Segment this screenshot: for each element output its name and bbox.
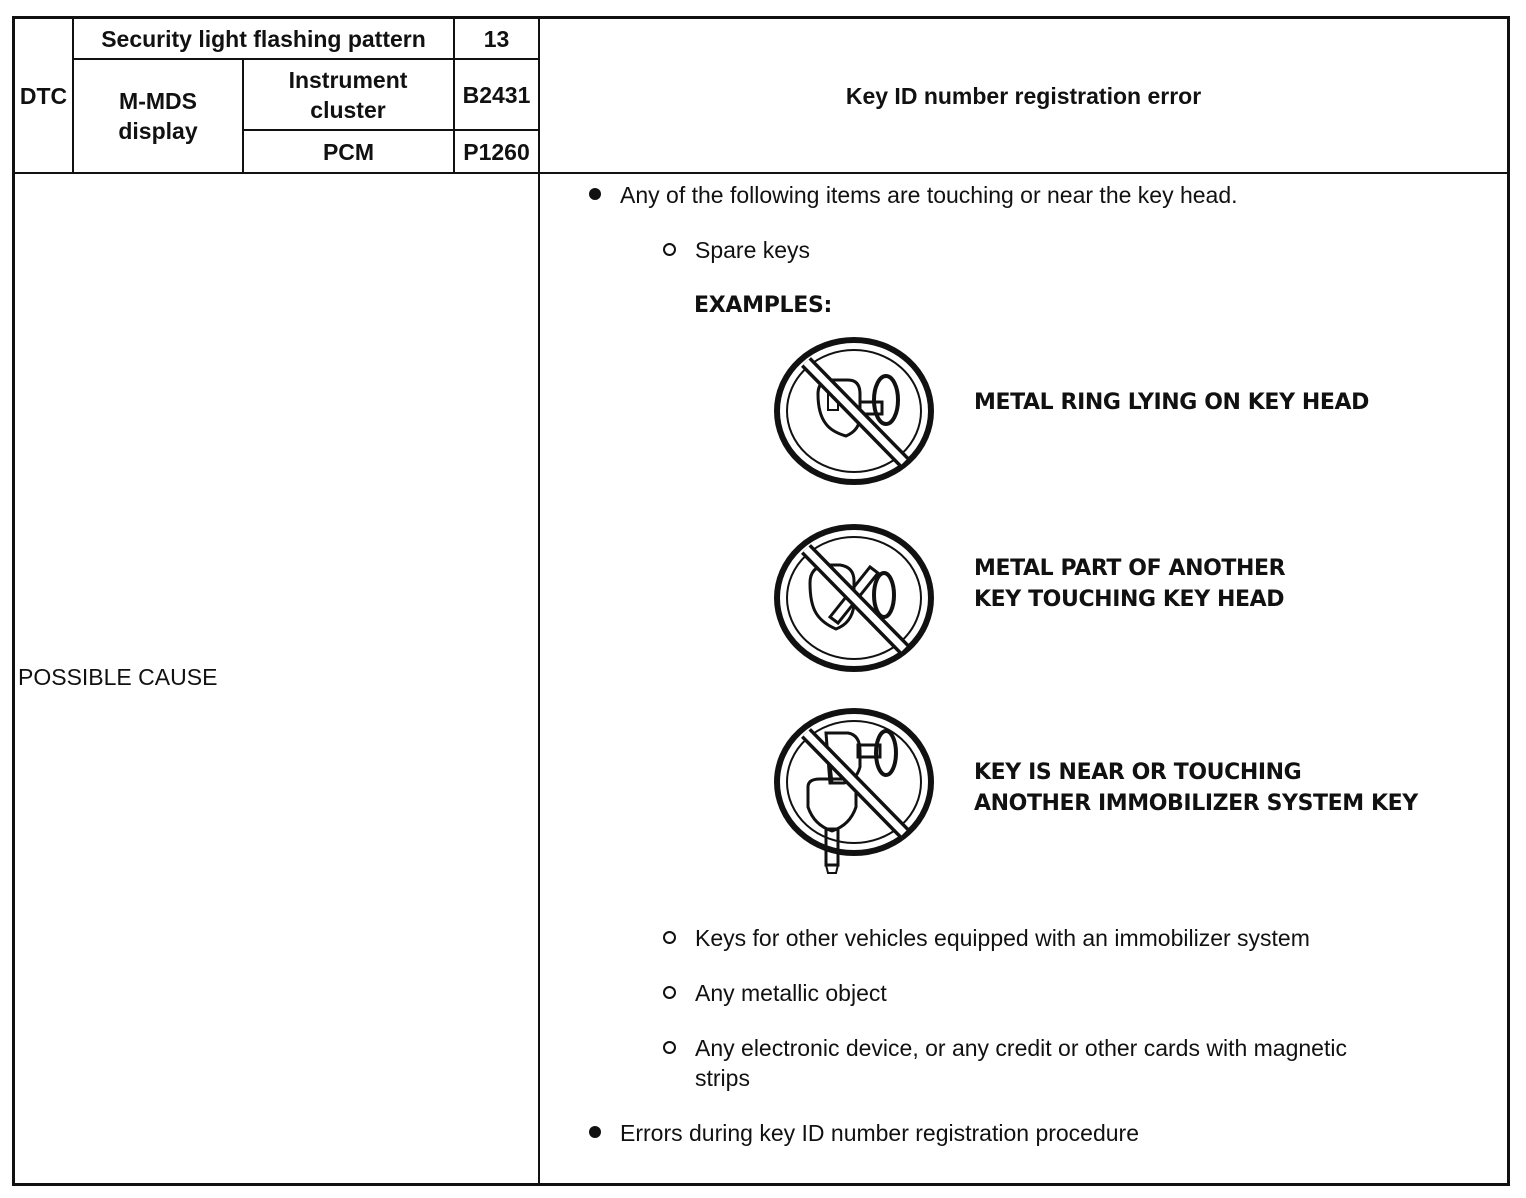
mmds-display-label: M-MDS display xyxy=(118,88,198,144)
example-caption-1: METAL RING LYING ON KEY HEAD xyxy=(974,390,1369,415)
example-caption-2 xyxy=(974,553,1285,615)
bullet-ring-icon xyxy=(663,1041,676,1054)
example-caption-2-line1: METAL PART OF ANOTHER xyxy=(974,556,1286,581)
bullet-ring-icon xyxy=(663,243,676,256)
sub-item-electronic-device-line2: strips xyxy=(695,1065,750,1091)
sub-item-other-vehicle-keys: Keys for other vehicles equipped with an immobilizer system xyxy=(695,925,1310,951)
dtc-title: Key ID number registration error xyxy=(845,82,1202,109)
flash-pattern-value: 13 xyxy=(483,25,510,52)
sub-item-metallic-object: Any metallic object xyxy=(695,980,887,1006)
example-caption-3 xyxy=(974,757,1418,819)
pcm-label: PCM xyxy=(322,138,375,165)
no-metal-ring-icon xyxy=(770,334,938,490)
bullet-dot-icon xyxy=(589,1126,601,1138)
sub-item-spare-keys: Spare keys xyxy=(695,237,811,263)
no-immobilizer-key-icon xyxy=(770,705,938,895)
sub-item-electronic-device-line1: Any electronic device, or any credit or other cards with magnetic xyxy=(695,1035,1347,1061)
example-caption-3-line1: KEY IS NEAR OR TOUCHING xyxy=(974,760,1302,785)
example-caption-3-line2: ANOTHER IMMOBILIZER SYSTEM KEY xyxy=(974,791,1418,816)
bullet-item-2: Errors during key ID number registration procedure xyxy=(620,1120,1140,1146)
bullet-dot-icon xyxy=(589,188,601,200)
bullet-ring-icon xyxy=(663,931,676,944)
flash-pattern-label: Security light flashing pattern xyxy=(101,25,426,52)
bullet-ring-icon xyxy=(663,986,676,999)
instrument-cluster-code: B2431 xyxy=(462,81,531,108)
divider xyxy=(538,16,540,1186)
possible-cause-label: POSSIBLE CAUSE xyxy=(18,664,218,690)
divider xyxy=(12,172,1510,174)
pcm-code: P1260 xyxy=(463,138,530,165)
sub-item-electronic-device xyxy=(695,1033,1347,1093)
dtc-label: DTC xyxy=(19,82,68,109)
examples-title: EXAMPLES: xyxy=(694,293,833,318)
instrument-cluster-label: Instrument cluster xyxy=(288,66,408,123)
bullet-item-1: Any of the following items are touching or near the key head. xyxy=(620,182,1238,208)
example-caption-2-line2: KEY TOUCHING KEY HEAD xyxy=(974,587,1285,612)
no-other-key-icon xyxy=(770,521,938,677)
